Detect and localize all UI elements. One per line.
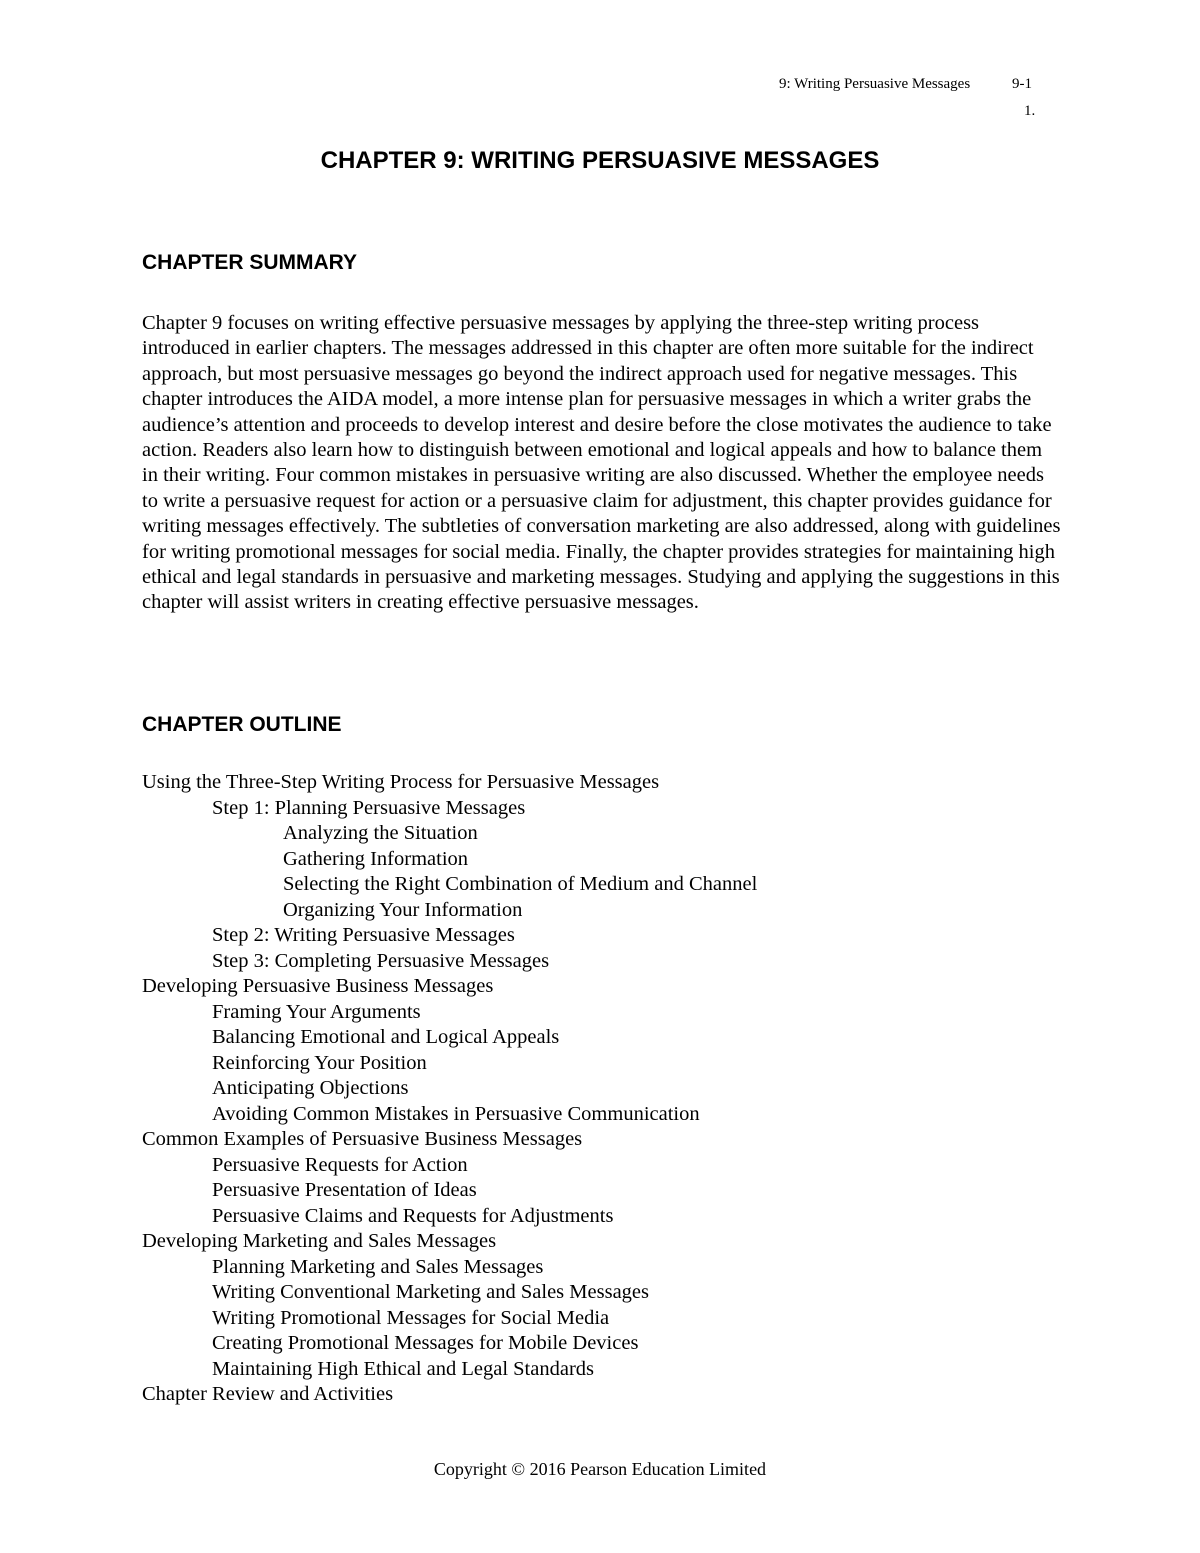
outline-item: Persuasive Presentation of Ideas: [212, 1179, 477, 1201]
copyright-footer: Copyright © 2016 Pearson Education Limited: [433, 1459, 767, 1479]
outline-item: Developing Marketing and Sales Messages: [142, 1230, 497, 1252]
outline-item: Writing Conventional Marketing and Sales Messages: [212, 1281, 649, 1303]
running-header: 9: Writing Persuasive Messages: [779, 76, 971, 92]
outline-item: Persuasive Requests for Action: [212, 1153, 468, 1176]
outline-item: Creating Promotional Messages for Mobile Devices: [212, 1332, 639, 1354]
page-marker: 1.: [1024, 103, 1036, 119]
outline-item: Chapter Review and Activities: [142, 1383, 394, 1405]
outline-item: Balancing Emotional and Logical Appeals: [212, 1026, 560, 1048]
outline-item: Step 3: Completing Persuasive Messages: [212, 949, 550, 972]
outline-item: Framing Your Arguments: [212, 1000, 421, 1023]
outline-item: Step 1: Planning Persuasive Messages: [212, 796, 526, 819]
chapter-outline-list: [142, 770, 757, 1408]
outline-heading: CHAPTER OUTLINE: [142, 713, 342, 736]
summary-paragraph: Chapter 9 focuses on writing effective persuasive messages by applying the three-step writing process introduced in earlier chapters. The messages addressed in this chapter are often more suitable for the indirect approach, but most persuasive messages go beyond the indirect approach used for negative messages. This chapter introduces the AIDA model, a more intense plan for persuasive messages in which a writer grabs the audience’s attention and proceeds to develop interest and desire before the close motivates the audience to take action. Readers also learn how to distinguish between emotional and logical appeals and how to balance them in their writing. Four common mistakes in persuasive writing are also discussed. Whether the employee needs to write a persuasive request for action or a persuasive claim for adjustment, this chapter provides guidance for writing messages effectively. The subtleties of conversation marketing are also addressed, along with guidelines for writing promotional messages for social media. Finally, the chapter provides strategies for maintaining high ethical and legal standards in persuasive and marketing messages. Studying and applying the suggestions in this chapter will assist writers in creating effective persuasive messages.: [142, 312, 1061, 614]
outline-item: Anticipating Objections: [212, 1077, 409, 1099]
outline-item: Persuasive Claims and Requests for Adjustments: [212, 1204, 614, 1227]
outline-item: Reinforcing Your Position: [212, 1051, 427, 1074]
outline-item: Analyzing the Situation: [283, 822, 478, 844]
outline-item: Gathering Information: [283, 847, 469, 870]
outline-item: Selecting the Right Combination of Medium and Channel: [283, 873, 758, 895]
outline-item: Common Examples of Persuasive Business Messages: [142, 1128, 583, 1150]
outline-item: Developing Persuasive Business Messages: [142, 975, 494, 997]
outline-item: Writing Promotional Messages for Social Media: [212, 1306, 610, 1329]
summary-heading: CHAPTER SUMMARY: [142, 251, 358, 274]
page-number: 9-1: [1012, 76, 1032, 92]
outline-item: Avoiding Common Mistakes in Persuasive Communication: [212, 1102, 700, 1125]
outline-item: Step 2: Writing Persuasive Messages: [212, 924, 515, 946]
outline-item: Maintaining High Ethical and Legal Standards: [212, 1357, 595, 1380]
outline-item: Using the Three-Step Writing Process for Persuasive Messages: [142, 771, 660, 793]
outline-item: Planning Marketing and Sales Messages: [212, 1255, 544, 1278]
outline-item: Organizing Your Information: [283, 898, 523, 921]
chapter-title: CHAPTER 9: WRITING PERSUASIVE MESSAGES: [320, 147, 880, 174]
